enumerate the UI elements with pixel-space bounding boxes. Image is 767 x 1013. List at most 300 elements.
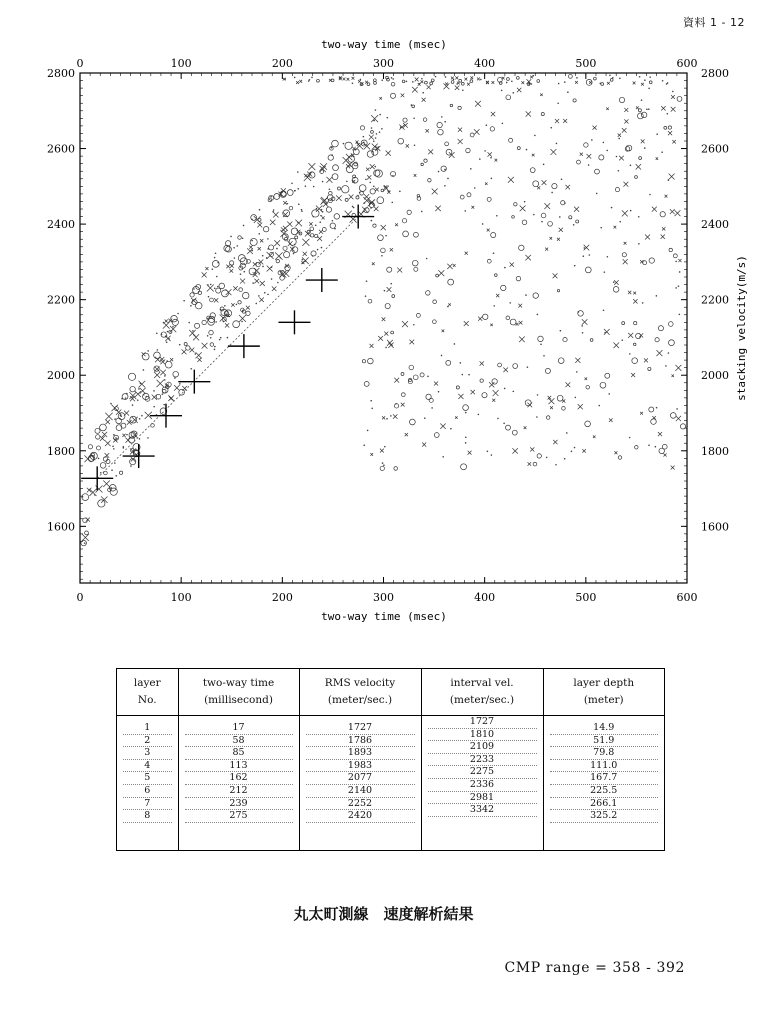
- scatter-mark-circle: [510, 319, 516, 325]
- table-cell-layer: 6: [123, 785, 172, 798]
- scatter-mark-dot: [188, 322, 190, 324]
- scatter-mark-circle: [648, 367, 651, 370]
- table-cell-time: 85: [185, 747, 293, 760]
- scatter-mark-circle: [412, 105, 415, 108]
- scatter-mark-dot: [172, 326, 174, 328]
- scatter-mark-dot: [139, 438, 141, 440]
- scatter-mark-dot: [504, 388, 506, 390]
- scatter-mark-cross: [390, 248, 393, 251]
- scatter-mark-cross: [678, 259, 681, 262]
- scatter-mark-circle: [356, 196, 359, 199]
- scatter-mark-circle: [402, 219, 406, 223]
- scatter-mark-dot: [164, 379, 166, 381]
- scatter-mark-cross: [103, 480, 110, 487]
- scatter-mark-circle: [437, 122, 442, 127]
- scatter-mark-circle: [250, 238, 257, 245]
- column-rms: [299, 716, 421, 851]
- scatter-mark-circle: [605, 373, 610, 378]
- scatter-mark-cross: [550, 406, 553, 409]
- scatter-mark-dot: [644, 79, 646, 81]
- scatter-mark-circle: [95, 428, 100, 433]
- scatter-mark-dot: [537, 314, 539, 316]
- scatter-mark-dot: [559, 216, 561, 218]
- scatter-mark-dot: [316, 208, 318, 210]
- table-cell-time: 239: [185, 798, 293, 811]
- scatter-mark-dot: [293, 253, 295, 255]
- scatter-mark-cross: [540, 94, 542, 96]
- scatter-mark-circle: [216, 288, 221, 293]
- scatter-mark-circle: [618, 456, 622, 460]
- table-cell-depth: 51.9: [550, 735, 659, 748]
- scatter-mark-cross: [394, 378, 399, 383]
- scatter-mark-circle: [391, 82, 395, 86]
- scatter-mark-dot: [143, 394, 145, 396]
- scatter-mark-circle: [190, 293, 194, 297]
- scatter-mark-circle: [463, 405, 469, 411]
- scatter-mark-cross: [165, 336, 170, 341]
- scatter-mark-circle: [330, 223, 335, 228]
- scatter-mark-cross: [157, 380, 164, 387]
- scatter-mark-circle: [557, 289, 559, 291]
- scatter-mark-circle: [276, 259, 279, 262]
- scatter-mark-dot: [365, 295, 367, 297]
- scatter-mark-dot: [234, 257, 236, 259]
- scatter-mark-circle: [626, 145, 632, 151]
- scatter-mark-dot: [383, 464, 385, 466]
- scatter-mark-dot: [311, 77, 313, 79]
- scatter-mark-dot: [557, 102, 559, 104]
- scatter-mark-cross: [320, 163, 327, 170]
- scatter-mark-cross: [406, 144, 409, 147]
- scatter-mark-dot: [214, 287, 216, 289]
- scatter-mark-dot: [656, 295, 658, 297]
- scatter-mark-cross: [267, 266, 273, 272]
- scatter-mark-dot: [258, 233, 260, 235]
- scatter-mark-dot: [606, 150, 608, 152]
- scatter-mark-dot: [646, 109, 648, 111]
- scatter-mark-circle: [311, 234, 314, 237]
- x-tick-label-top: 100: [170, 57, 192, 70]
- scatter-mark-cross: [530, 447, 534, 451]
- y-tick-label-right: 2000: [701, 369, 729, 383]
- table-cell-rms: 1983: [306, 760, 415, 773]
- scatter-mark-circle: [156, 394, 161, 399]
- scatter-mark-cross: [375, 188, 379, 192]
- scatter-mark-dot: [177, 313, 179, 315]
- scatter-mark-dot: [277, 282, 279, 284]
- scatter-mark-dot: [313, 186, 315, 188]
- scatter-mark-dot: [285, 78, 287, 80]
- x-tick-label-top: 300: [373, 57, 394, 70]
- scatter-mark-dot: [110, 487, 112, 489]
- scatter-mark-cross: [614, 451, 617, 454]
- scatter-mark-circle: [610, 78, 613, 81]
- scatter-mark-circle: [537, 80, 540, 83]
- scatter-mark-circle: [487, 259, 491, 263]
- scatter-mark-dot: [332, 220, 334, 222]
- scatter-mark-circle: [381, 248, 386, 253]
- scatter-mark-circle: [577, 160, 581, 164]
- scatter-mark-cross: [661, 106, 665, 110]
- scatter-mark-dot: [360, 79, 362, 81]
- table-cell-interval: 2233: [428, 754, 537, 767]
- scatter-mark-circle: [210, 313, 215, 318]
- scatter-mark-dot: [366, 280, 368, 282]
- scatter-mark-dot: [537, 394, 539, 396]
- scatter-mark-cross: [593, 436, 596, 439]
- scatter-mark-dot: [210, 284, 212, 286]
- scatter-mark-circle: [677, 96, 682, 101]
- scatter-mark-dot: [322, 211, 324, 213]
- scatter-mark-dot: [370, 207, 372, 209]
- scatter-mark-cross: [641, 83, 644, 86]
- scatter-mark-dot: [371, 407, 373, 409]
- scatter-mark-dot: [648, 444, 650, 446]
- scatter-mark-dot: [294, 244, 296, 246]
- scatter-mark-cross: [521, 81, 524, 84]
- scatter-mark-dot: [215, 321, 217, 323]
- scatter-mark-dot: [603, 309, 605, 311]
- scatter-mark-cross: [580, 153, 583, 156]
- scatter-mark-dot: [667, 113, 669, 115]
- scatter-mark-cross: [105, 413, 112, 420]
- scatter-mark-circle: [668, 322, 673, 327]
- scatter-mark-cross: [622, 128, 627, 133]
- scatter-mark-cross: [442, 330, 445, 333]
- scatter-mark-dot: [661, 151, 663, 153]
- scatter-mark-dot: [390, 415, 392, 417]
- scatter-mark-dot: [346, 181, 348, 183]
- scatter-mark-circle: [459, 79, 462, 82]
- scatter-mark-circle: [622, 253, 626, 257]
- scatter-mark-dot: [526, 149, 528, 151]
- scatter-mark-cross: [618, 134, 621, 137]
- scatter-mark-cross: [205, 267, 208, 270]
- scatter-mark-circle: [412, 260, 418, 266]
- scatter-mark-circle: [426, 394, 431, 399]
- scatter-mark-dot: [662, 80, 664, 82]
- scatter-mark-cross: [393, 414, 397, 418]
- scatter-mark-circle: [516, 276, 520, 280]
- scatter-mark-cross: [272, 286, 277, 291]
- scatter-mark-circle: [364, 208, 369, 213]
- scatter-mark-circle: [491, 232, 496, 237]
- scatter-mark-dot: [362, 191, 364, 193]
- scatter-mark-dot: [208, 296, 210, 298]
- scatter-mark-cross: [492, 399, 495, 402]
- scatter-mark-circle: [505, 425, 510, 430]
- scatter-mark-circle: [431, 79, 434, 82]
- scatter-mark-dot: [387, 117, 389, 119]
- scatter-mark-dot: [136, 454, 138, 456]
- scatter-mark-cross: [138, 381, 145, 388]
- scatter-mark-dot: [438, 171, 440, 173]
- scatter-mark-cross: [422, 443, 426, 447]
- x-tick-label-top: 500: [575, 57, 597, 70]
- scatter-mark-cross: [478, 317, 482, 321]
- scatter-mark-dot: [371, 220, 373, 222]
- scatter-mark-circle: [506, 316, 510, 320]
- scatter-mark-dot: [153, 390, 155, 392]
- scatter-mark-dot: [317, 249, 319, 251]
- scatter-mark-cross: [275, 252, 282, 259]
- scatter-mark-dot: [236, 304, 238, 306]
- scatter-mark-dot: [533, 214, 535, 216]
- scatter-mark-circle: [210, 298, 214, 302]
- scatter-mark-circle: [466, 148, 470, 152]
- scatter-mark-dot: [240, 273, 242, 275]
- scatter-mark-cross: [326, 177, 332, 183]
- scatter-mark-dot: [161, 333, 163, 335]
- scatter-mark-dot: [138, 388, 140, 390]
- scatter-mark-circle: [446, 360, 451, 365]
- scatter-mark-circle: [106, 459, 110, 463]
- scatter-mark-dot: [166, 341, 168, 343]
- table-cell-interval: 1810: [428, 729, 537, 742]
- y-tick-label-right: 2400: [701, 218, 729, 232]
- scatter-mark-dot: [551, 192, 553, 194]
- scatter-mark-cross: [652, 207, 657, 212]
- scatter-mark-circle: [441, 166, 446, 171]
- scatter-mark-dot: [379, 114, 381, 116]
- scatter-mark-dot: [567, 91, 569, 93]
- scatter-mark-dot: [474, 187, 476, 189]
- scatter-mark-circle: [403, 118, 407, 122]
- scatter-mark-circle: [586, 385, 590, 389]
- y-tick-label-left: 2400: [47, 218, 75, 232]
- scatter-mark-dot: [583, 255, 585, 257]
- scatter-mark-dot: [163, 322, 165, 324]
- scatter-mark-dot: [589, 254, 591, 256]
- scatter-mark-cross: [260, 281, 265, 286]
- scatter-mark-dot: [294, 77, 296, 79]
- scatter-mark-circle: [569, 216, 572, 219]
- scatter-mark-dot: [487, 450, 489, 452]
- scatter-mark-cross: [553, 440, 557, 444]
- scatter-mark-cross: [273, 212, 278, 217]
- scatter-mark-cross: [470, 76, 473, 79]
- scatter-mark-dot: [422, 92, 424, 94]
- scatter-mark-dot: [367, 430, 369, 432]
- scatter-mark-circle: [385, 303, 390, 308]
- scatter-mark-circle: [673, 254, 677, 258]
- scatter-mark-cross: [668, 131, 672, 135]
- scatter-mark-cross: [105, 441, 111, 447]
- scatter-mark-dot: [164, 375, 166, 377]
- scatter-mark-circle: [487, 197, 491, 201]
- scatter-mark-circle: [179, 389, 185, 395]
- scatter-mark-dot: [214, 257, 216, 259]
- scatter-mark-dot: [113, 434, 115, 436]
- scatter-mark-cross: [386, 151, 391, 156]
- scatter-mark-circle: [333, 165, 339, 171]
- scatter-mark-dot: [381, 128, 383, 130]
- scatter-mark-circle: [100, 463, 106, 469]
- scatter-mark-dot: [141, 415, 143, 417]
- scatter-mark-dot: [255, 303, 257, 305]
- scatter-mark-cross: [624, 108, 628, 112]
- scatter-mark-dot: [447, 306, 449, 308]
- scatter-mark-circle: [637, 113, 643, 119]
- scatter-mark-dot: [183, 300, 185, 302]
- scatter-mark-cross: [434, 381, 438, 385]
- scatter-mark-circle: [585, 267, 591, 273]
- scatter-mark-circle: [233, 321, 240, 328]
- scatter-mark-dot: [302, 259, 304, 261]
- scatter-mark-dot: [298, 203, 300, 205]
- scatter-mark-dot: [550, 127, 552, 129]
- scatter-mark-dot: [156, 332, 158, 334]
- scatter-mark-dot: [301, 209, 303, 211]
- scatter-mark-circle: [448, 279, 454, 285]
- y-tick-label-left: 2000: [47, 369, 75, 383]
- scatter-mark-circle: [392, 295, 395, 298]
- scatter-mark-dot: [421, 211, 423, 213]
- scatter-mark-dot: [93, 457, 95, 459]
- scatter-mark-dot: [321, 247, 323, 249]
- table-cell-time: 17: [185, 722, 293, 735]
- scatter-mark-circle: [558, 358, 564, 364]
- scatter-mark-circle: [537, 454, 541, 458]
- scatter-mark-circle: [512, 216, 515, 219]
- scatter-mark-dot: [365, 179, 367, 181]
- scatter-mark-cross: [675, 365, 681, 371]
- scatter-mark-cross: [174, 385, 179, 390]
- x-tick-label-bottom: 500: [575, 591, 597, 604]
- scatter-mark-circle: [458, 106, 461, 109]
- x-tick-label-top: 200: [271, 57, 293, 70]
- scatter-mark-cross: [502, 77, 505, 80]
- scatter-mark-dot: [179, 383, 181, 385]
- scatter-mark-circle: [331, 79, 334, 82]
- scatter-mark-circle: [509, 138, 513, 142]
- scatter-mark-dot: [270, 196, 272, 198]
- x-tick-label-top: 0: [76, 57, 84, 70]
- scatter-mark-cross: [367, 175, 371, 179]
- scatter-mark-circle: [638, 109, 641, 112]
- scatter-mark-circle: [533, 181, 539, 187]
- scatter-mark-dot: [320, 215, 322, 217]
- scatter-mark-circle: [96, 446, 100, 450]
- scatter-mark-circle: [414, 267, 418, 271]
- scatter-mark-cross: [517, 88, 521, 92]
- scatter-mark-dot: [381, 255, 383, 257]
- scatter-mark-circle: [362, 360, 365, 363]
- scatter-mark-circle: [633, 343, 636, 346]
- scatter-mark-cross: [527, 403, 532, 408]
- scatter-mark-circle: [573, 99, 576, 102]
- scatter-mark-cross: [260, 239, 263, 242]
- table-cell-depth: 225.5: [550, 785, 659, 798]
- scatter-mark-dot: [649, 194, 651, 196]
- scatter-mark-dot: [616, 156, 618, 158]
- scatter-mark-dot: [574, 447, 576, 449]
- table-cell-layer: 1: [123, 722, 172, 735]
- scatter-mark-cross: [197, 358, 201, 362]
- scatter-mark-cross: [503, 368, 508, 373]
- scatter-mark-circle: [210, 343, 214, 347]
- scatter-mark-dot: [512, 92, 514, 94]
- scatter-mark-cross: [485, 182, 487, 184]
- scatter-mark-cross: [122, 434, 125, 437]
- scatter-mark-cross: [524, 426, 527, 429]
- scatter-mark-dot: [291, 182, 293, 184]
- scatter-mark-circle: [660, 212, 665, 217]
- scatter-mark-cross: [288, 241, 293, 246]
- scatter-mark-circle: [467, 193, 471, 197]
- scatter-mark-dot: [546, 457, 548, 459]
- scatter-mark-circle: [194, 323, 199, 328]
- scatter-mark-circle: [128, 373, 135, 380]
- scatter-mark-cross: [455, 76, 458, 79]
- scatter-mark-circle: [586, 79, 592, 85]
- scatter-mark-circle: [238, 301, 241, 304]
- scatter-mark-circle: [326, 207, 331, 212]
- scatter-mark-dot: [641, 99, 643, 101]
- scatter-mark-circle: [562, 407, 566, 411]
- scatter-mark-circle: [374, 170, 380, 176]
- scatter-mark-dot: [604, 271, 606, 273]
- scatter-mark-circle: [410, 419, 416, 425]
- scatter-mark-cross: [111, 405, 118, 412]
- scatter-mark-dot: [484, 150, 486, 152]
- scatter-mark-dot: [456, 83, 458, 85]
- scatter-mark-cross: [432, 189, 438, 195]
- scatter-mark-cross: [471, 206, 474, 209]
- scatter-mark-dot: [168, 338, 170, 340]
- scatter-mark-circle: [470, 80, 473, 83]
- scatter-mark-dot: [604, 332, 606, 334]
- scatter-mark-cross: [438, 270, 444, 276]
- scatter-mark-dot: [465, 442, 467, 444]
- table-cell-rms: 2252: [306, 798, 415, 811]
- scatter-mark-cross: [633, 82, 636, 85]
- scatter-mark-dot: [217, 286, 219, 288]
- scatter-mark-cross: [516, 323, 519, 326]
- scatter-mark-dot: [331, 147, 333, 149]
- scatter-mark-cross: [662, 227, 665, 230]
- scatter-mark-circle: [599, 155, 604, 160]
- scatter-mark-cross: [510, 263, 514, 267]
- scatter-mark-dot: [560, 330, 562, 332]
- table-cell-time: 162: [185, 772, 293, 785]
- scatter-mark-circle: [545, 368, 550, 373]
- scatter-mark-circle: [506, 95, 511, 100]
- scatter-mark-dot: [259, 209, 261, 211]
- scatter-mark-circle: [310, 227, 314, 231]
- scatter-mark-dot: [283, 233, 285, 235]
- scatter-mark-cross: [320, 166, 326, 172]
- scatter-mark-cross: [106, 420, 110, 424]
- scatter-mark-dot: [630, 210, 632, 212]
- scatter-mark-dot: [272, 211, 274, 213]
- scatter-mark-circle: [424, 159, 427, 162]
- scatter-mark-circle: [513, 364, 518, 369]
- scatter-mark-cross: [182, 349, 187, 354]
- scatter-mark-circle: [409, 365, 414, 370]
- scatter-mark-cross: [549, 237, 552, 240]
- scatter-mark-cross: [477, 78, 480, 81]
- scatter-mark-cross: [387, 340, 393, 346]
- scatter-mark-dot: [279, 257, 281, 259]
- scatter-mark-dot: [363, 202, 365, 204]
- table-cell-depth: 79.8: [550, 747, 659, 760]
- scatter-mark-cross: [592, 126, 596, 130]
- scatter-mark-dot: [114, 462, 116, 464]
- scatter-mark-dot: [480, 79, 482, 81]
- scatter-mark-cross: [414, 174, 417, 177]
- scatter-mark-circle: [328, 155, 333, 160]
